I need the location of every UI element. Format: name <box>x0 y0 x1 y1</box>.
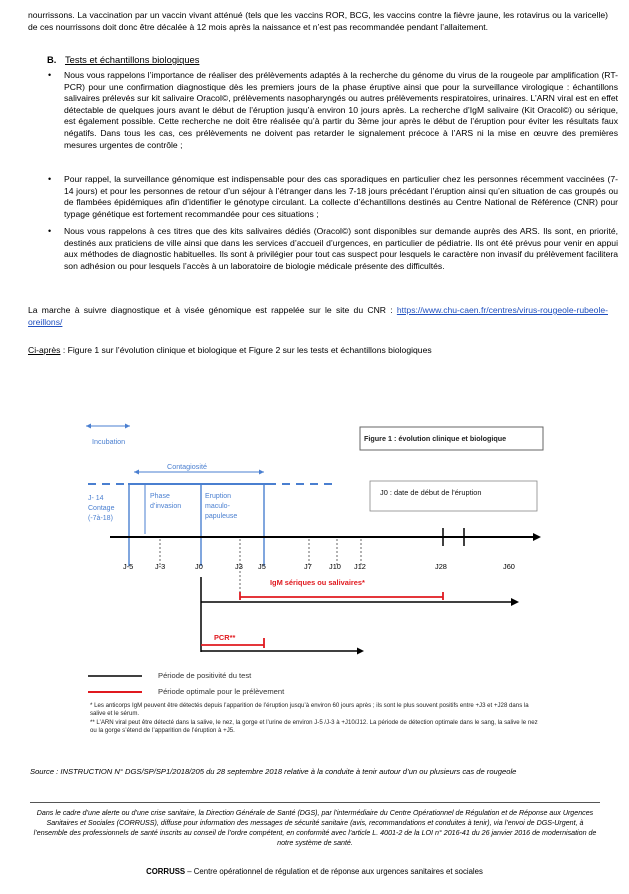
footer-org-name: CORRUSS <box>146 867 186 876</box>
incubation-label: Incubation <box>92 437 126 446</box>
tick-label-j12: J12 <box>354 562 366 571</box>
cnr-text: La marche à suivre diagnostique et à visée génomique est rappelée sur le site du CNR : <box>28 305 397 315</box>
contage-label <box>88 494 114 524</box>
contage-line: (-7à-18) <box>88 515 113 522</box>
igm-positivity-arrowhead <box>511 598 519 606</box>
bullet-text: Pour rappel, la surveillance génomique est indispensable pour des cas sporadiques en particulier chez les personnes récemment vaccinées (7-14 jours) et pour les personnes de retour d’un séjour à l’étranger dans les 7-18 jours précédant l’éruption ainsi qu’en situation de cas groupés ou de flambées épidémiques afin d’identifier le génotype circulant. La collecte d’échantillons destinés au Centre National de Référence (CNR) pour typage génétique est fortement recommandée pour ces situations ; <box>64 174 618 219</box>
bullet-text: Nous vous rappelons à ces titres que des kits salivaires dédiés (Oracol©) sont disponibles sur demande auprès des ARS. Ils sont, en priorité, destinés aux praticiens de ville ainsi que dans les services d’accueil d’urgences, en particulier de pédiatrie. Ils ont été prévus pour venir en appui aux méthodes de diagnostic habituelles. Ils sont à privilégier pour tout cas suspect pour lesquels le caractère non invasif du prélèvement facilitera son adhésion ou pour lesquels l’accès à un laboratoire de biologie médicale présente des difficultés. <box>64 226 618 271</box>
phase-invasion-line-text: d’invasion <box>150 503 182 510</box>
eruption-label <box>205 492 237 522</box>
eruption-line-text: papuleuse <box>205 513 238 520</box>
timeline-arrowhead <box>533 533 541 541</box>
figure-title: Figure 1 : évolution clinique et biologique <box>364 434 507 443</box>
eruption-line-text: Eruption <box>205 493 232 500</box>
footer-org-description: – Centre opérationnel de régulation et de réponse aux urgences sanitaires et sociales <box>185 867 483 876</box>
figure-note-2: ** L’ARN viral peut être détecté dans la salive, le nez, la gorge et l’urine de environ J-5 /J-3 à +J10/J12. La période de détection optimale dans le sang, la salive le nez ou la gorge s’étend de l’apparition de l’éruption à +J5. <box>90 719 538 735</box>
contage-line: J- 14 <box>88 495 104 502</box>
phase-invasion-line-text: Phase <box>150 493 170 500</box>
bullet-icon: • <box>48 70 52 80</box>
section-letter: B. <box>47 54 57 65</box>
section-title: Tests et échantillons biologiques <box>64 54 200 65</box>
footer-organization <box>0 867 629 876</box>
ci-apres-text: : Figure 1 sur l’évolution clinique et biologique et Figure 2 sur les tests et échantillons biologiques <box>60 345 432 355</box>
footer-divider <box>30 802 600 803</box>
tick-label-j3: J3 <box>235 562 243 571</box>
incubation-arrow-right-head <box>125 424 130 429</box>
tick-label-j0: J0 <box>195 562 203 571</box>
contagiosite-arrow-right-head <box>259 470 264 475</box>
ci-apres-label: Ci-après <box>28 345 61 355</box>
footer-note: Dans le cadre d’une alerte ou d’une crise sanitaire, la Direction Générale de Santé (DGS), par l’intermédiaire du Centre Opérationnel de Régulation et de Réponse aux Urgences Sanitaires et Sociales (CORRUSS), diffuse pour information des messages de sécurité sanitaire (avis, recommandations et conduites à tenir), via l’envoi de DGS-Urgent, à l’ensemble des professionnels de santé inscrits au conseil de l’ordre compétent, en conformité avec l’article L. 4001-2 de la LOI n° 2016-41 du 26 janvier 2016 de modernisation de notre système de santé. <box>33 809 597 848</box>
pcr-label: PCR** <box>214 633 236 642</box>
tick-label-j28: J28 <box>435 562 447 571</box>
source-citation: Source : INSTRUCTION N° DGS/SP/SP1/2018/205 du 28 septembre 2018 relative à la conduite à tenir autour d’un ou plusieurs cas de rougeole <box>30 767 517 776</box>
contagiosite-arrow-left-head <box>134 470 139 475</box>
intro-paragraph: nourrissons. La vaccination par un vaccin vivant atténué (tels que les vaccins ROR, BCG, les vaccins contre la fièvre jaune, les rotavirus ou la varicelle) de ces nourrissons doit donc être décalée à 12 mois après la naissance et n’est pas recommandée pendant l’allaitement. <box>28 10 608 32</box>
j0-note: J0 : date de début de l’éruption <box>380 488 482 497</box>
bullet-icon: • <box>48 174 52 184</box>
cnr-link[interactable]: https://www.chu-caen.fr/centres/virus-rougeole-rubeole-oreillons/ <box>28 305 608 327</box>
incubation-arrow-left-head <box>86 424 91 429</box>
phase-invasion-label <box>150 492 181 512</box>
contagiosite-label: Contagiosité <box>167 462 207 471</box>
tick-label-j-5: J-5 <box>123 562 134 571</box>
tick-label-j5: J5 <box>258 562 266 571</box>
figure-note-1: * Les anticorps IgM peuvent être détectés depuis l’apparition de l’éruption jusqu’à environ 60 jours après ; ils sont le plus souvent positifs entre +J3 et +J28 dans la salive et le sérum. <box>90 702 529 718</box>
pcr-positivity-arrowhead <box>357 648 364 655</box>
bullet-icon: • <box>48 226 52 236</box>
bullet-text: Nous vous rappelons l’importance de réaliser des prélèvements adaptés à la recherche du génome du virus de la rougeole par amplification (RT-PCR) pour une confirmation diagnostique dès les premiers jours de la phase éruptive ainsi que pour la surveillance virologique : échantillons salivaires prélevés sur kit salivaire Oracol©, prélèvements nasopharyngés ou autres prélèvements respiratoires, urinaires. L’ARN viral est en effet détectable de quelques jours avant le début de l’éruption jusqu’à environ 10 jours après. La recherche d’IgM salivaire (Kit Oracol©) ou sérique, est également possible. Cette recherche ne doit être réalisée qu’à partir du 3ème jour après le début de l’éruption pour éviter les résultats faux négatifs. Dans tous les cas, ces prélèvements ne doivent pas retarder le signalement précoce à l’ARS ni la mise en œuvre des premières mesures urgentes de contrôle ; <box>64 70 618 150</box>
igm-label: IgM sériques ou salivaires* <box>270 578 365 587</box>
eruption-line-text: maculo- <box>205 503 230 510</box>
contage-line: Contage <box>88 505 115 512</box>
legend-positivity-label: Période de positivité du test <box>158 671 252 680</box>
tick-label-j7: J7 <box>304 562 312 571</box>
legend-optimal-label: Période optimale pour le prélèvement <box>158 687 285 696</box>
tick-label-j60: J60 <box>503 562 515 571</box>
tick-label-j-3: J-3 <box>155 562 166 571</box>
tick-label-j10: J10 <box>329 562 341 571</box>
